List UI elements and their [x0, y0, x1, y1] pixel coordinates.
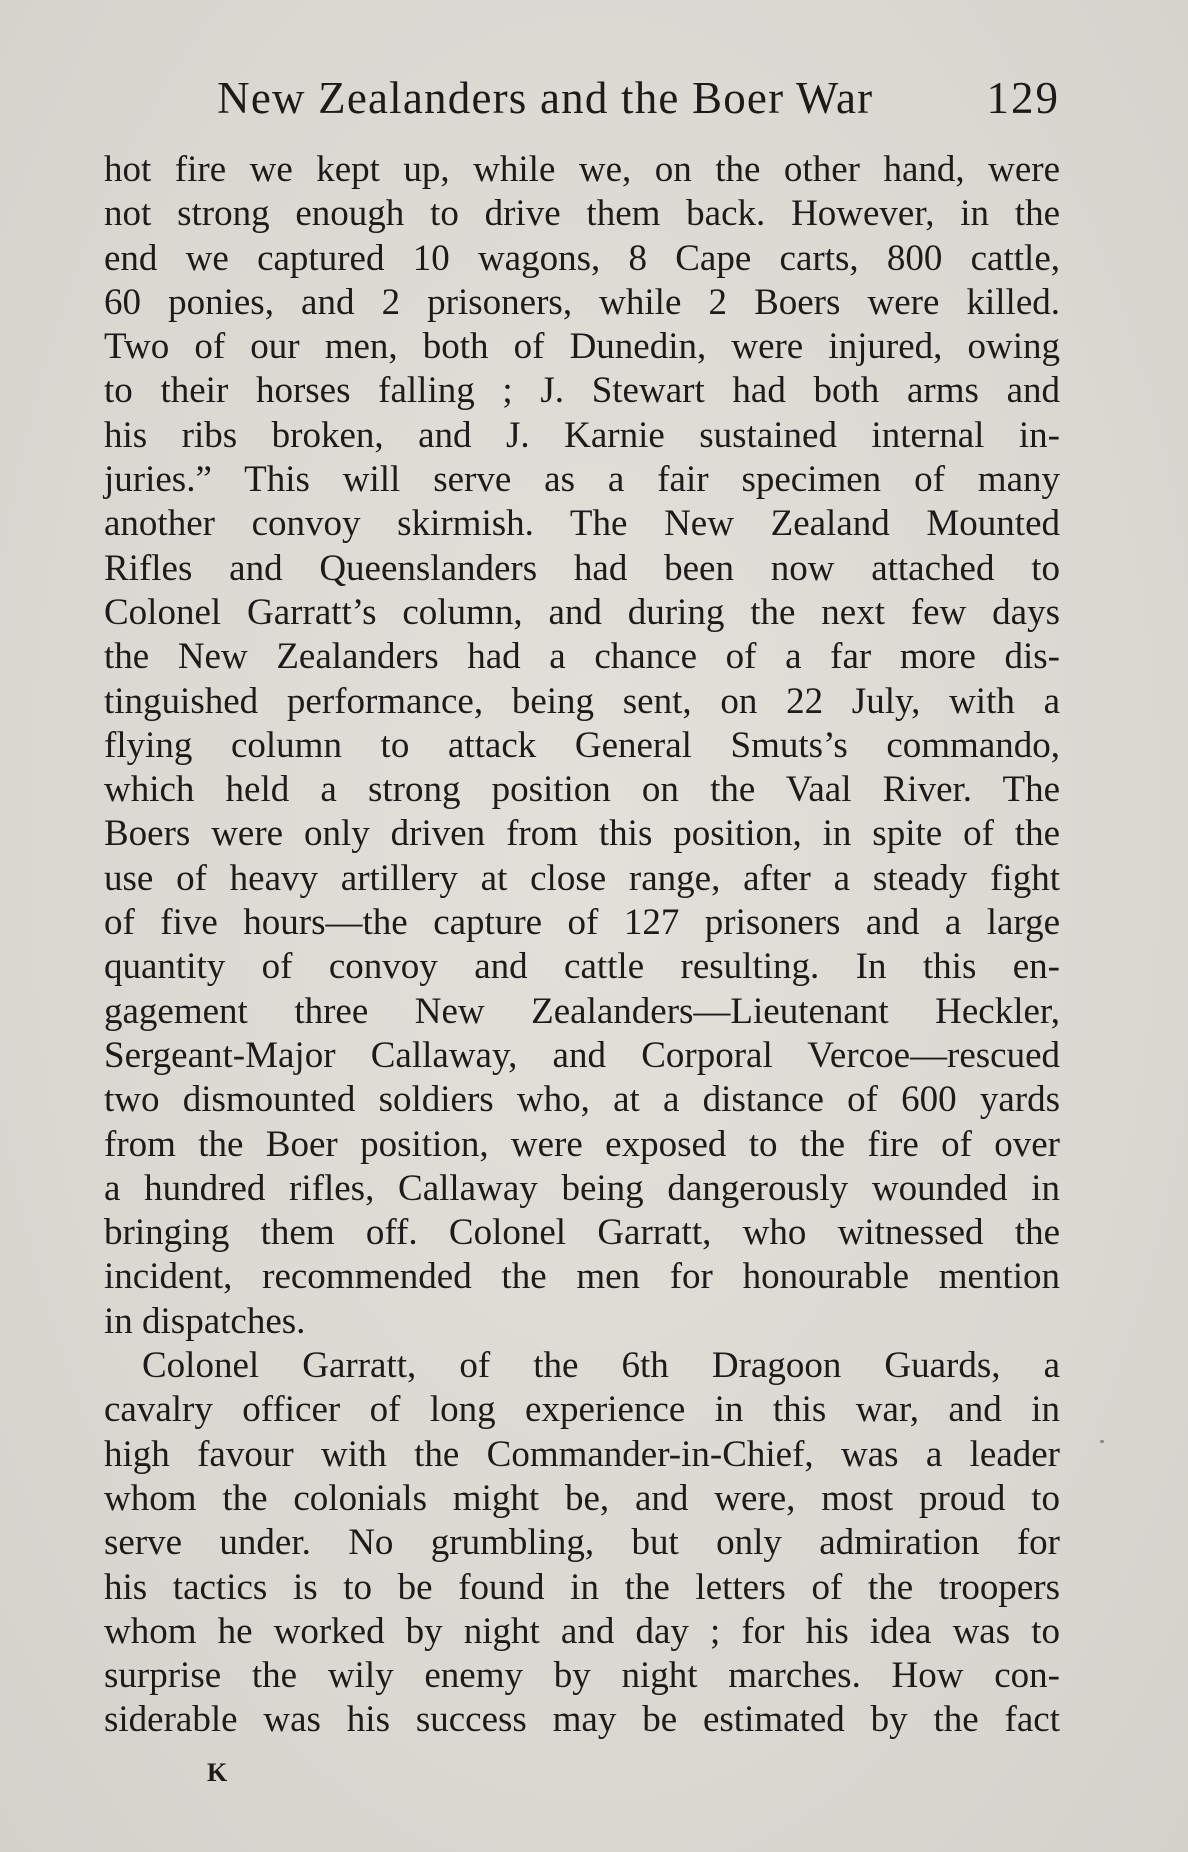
text-line: of five hours—the capture of 127 prisoners and a large — [104, 902, 1060, 944]
paragraph-end-line: in dispatches. — [104, 1300, 306, 1342]
text-line: to their horses falling ; J. Stewart had both arms and — [104, 370, 1060, 412]
paper-speck — [1100, 1440, 1104, 1443]
text-line: Rifles and Queenslanders had been now attached to — [104, 547, 1060, 589]
text-line: 60 ponies, and 2 prisoners, while 2 Boers were killed. — [104, 281, 1060, 323]
paragraph-start-line: Colonel Garratt, of the 6th Dragoon Guards, a — [142, 1345, 1060, 1387]
running-head-title: New Zealanders and the Boer War — [217, 73, 874, 123]
text-line: from the Boer position, were exposed to the fire of over — [104, 1123, 1060, 1165]
text-line: Two of our men, both of Dunedin, were injured, owing — [104, 326, 1060, 368]
text-line: end we captured 10 wagons, 8 Cape carts, 800 cattle, — [104, 237, 1060, 279]
text-line: Colonel Garratt’s column, and during the next few days — [104, 591, 1060, 633]
signature-mark: K — [207, 1758, 229, 1787]
page-number: 129 — [986, 73, 1060, 123]
text-line: tinguished performance, being sent, on 22 July, with a — [104, 680, 1060, 722]
text-line: bringing them off. Colonel Garratt, who witnessed the — [104, 1212, 1060, 1254]
text-line: surprise the wily enemy by night marches. How con- — [104, 1655, 1060, 1697]
text-line: another convoy skirmish. The New Zealand Mounted — [104, 503, 1060, 545]
text-line: cavalry officer of long experience in this war, and in — [104, 1389, 1060, 1431]
text-line: a hundred rifles, Callaway being dangerously wounded in — [104, 1167, 1060, 1209]
text-line: siderable was his success may be estimated by the fact — [104, 1699, 1060, 1741]
text-line: Sergeant-Major Callaway, and Corporal Vercoe—rescued — [104, 1034, 1060, 1076]
text-line: gagement three New Zealanders—Lieutenant Heckler, — [104, 990, 1060, 1032]
text-line: whom he worked by night and day ; for his idea was to — [104, 1610, 1060, 1652]
body-text — [104, 148, 1060, 1743]
text-line: high favour with the Commander-in-Chief, was a leader — [104, 1433, 1060, 1475]
text-line: hot fire we kept up, while we, on the other hand, were — [104, 149, 1060, 190]
text-line: serve under. No grumbling, but only admiration for — [104, 1522, 1060, 1564]
text-line: which held a strong position on the Vaal River. The — [104, 769, 1060, 811]
text-line: his ribs broken, and J. Karnie sustained internal in- — [104, 414, 1060, 456]
text-line: incident, recommended the men for honourable mention — [104, 1256, 1060, 1298]
text-line: Boers were only driven from this position, in spite of the — [104, 813, 1060, 855]
text-line: flying column to attack General Smuts’s commando, — [104, 724, 1060, 766]
text-line: his tactics is to be found in the letters of the troopers — [104, 1566, 1060, 1608]
running-head — [104, 68, 1060, 128]
text-line: two dismounted soldiers who, at a distance of 600 yards — [104, 1079, 1060, 1121]
text-line: not strong enough to drive them back. However, in the — [104, 193, 1060, 235]
text-line: juries.” This will serve as a fair specimen of many — [104, 459, 1060, 501]
text-line: whom the colonials might be, and were, most proud to — [104, 1477, 1060, 1519]
text-line: the New Zealanders had a chance of a far more dis- — [104, 636, 1060, 678]
text-line: quantity of convoy and cattle resulting. In this en- — [104, 946, 1060, 988]
text-line: use of heavy artillery at close range, after a steady fight — [104, 857, 1060, 899]
